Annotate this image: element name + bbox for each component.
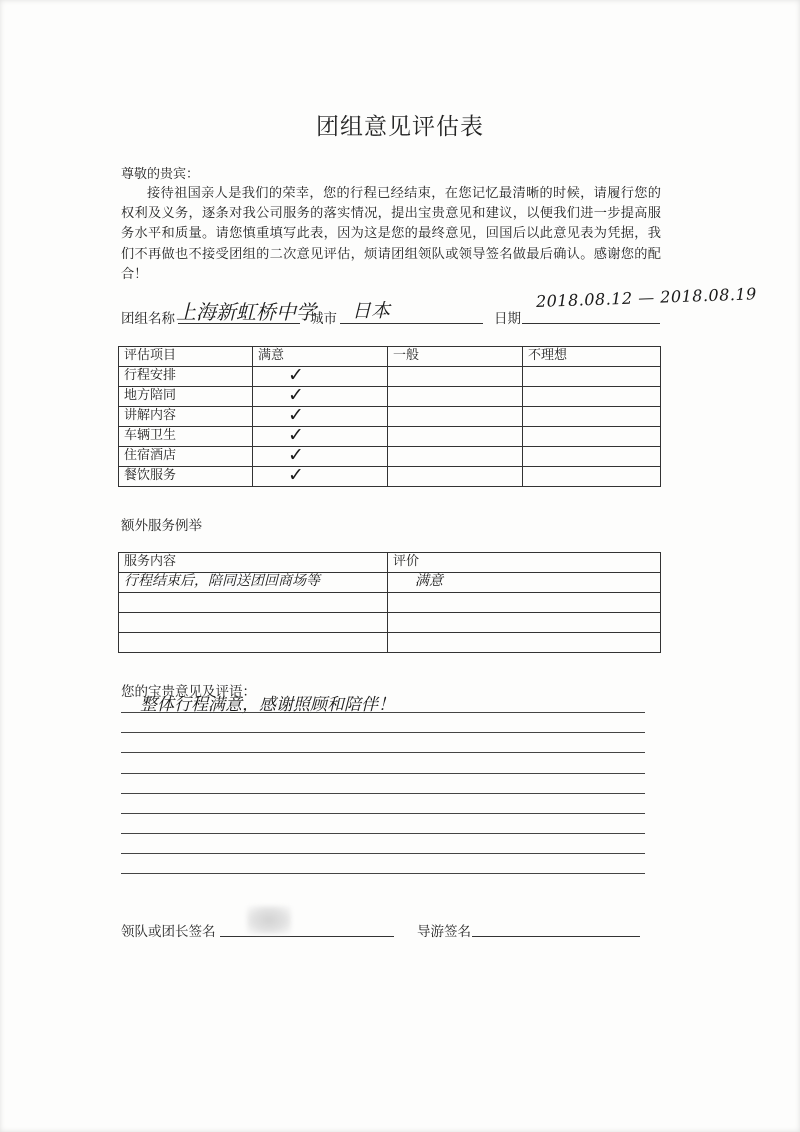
comment-line	[121, 712, 645, 713]
satisfied-cell[interactable]	[253, 427, 388, 447]
check-mark-icon: ✓	[288, 366, 304, 386]
satisfied-cell[interactable]	[253, 387, 388, 407]
unsatisfied-cell[interactable]	[523, 447, 661, 467]
average-cell[interactable]	[388, 407, 523, 427]
form-title: 团组意见评估表	[316, 114, 484, 140]
average-cell[interactable]	[388, 427, 523, 447]
table-row	[119, 427, 661, 447]
unsatisfied-cell[interactable]	[523, 427, 661, 447]
average-cell[interactable]	[388, 387, 523, 407]
satisfied-cell[interactable]	[253, 407, 388, 427]
comment-line	[121, 793, 645, 794]
evaluation-table	[118, 346, 661, 487]
redacted-signature	[247, 906, 291, 934]
satisfied-cell[interactable]	[253, 367, 388, 387]
date-value: 2018.08.12 — 2018.08.19	[535, 284, 758, 311]
evaluation-item: 讲解内容	[119, 407, 253, 427]
evaluation-header-row	[119, 347, 661, 367]
date-underline	[522, 323, 660, 324]
intro-paragraph: 接待祖国亲人是我们的荣幸，您的行程已经结束，在您记忆最清晰的时候，请履行您的权利及义务，逐条对我公司服务的落实情况，提出宝贵意见和建议，以便我们进一步提高服务水平和质量。请您慎重填写此表，因为这是您的最终意见，回国后以此意见表为凭据，我们不再做也不接受团组的二次意见评估，烦请团组领队或领导签名做最后确认。感谢您的配合！	[121, 186, 661, 282]
service-content-text: 行程结束后，陪同送团回商场等	[124, 573, 320, 589]
unsatisfied-cell[interactable]	[523, 387, 661, 407]
unsatisfied-cell[interactable]	[523, 467, 661, 487]
extra-header-row	[119, 553, 661, 573]
comment-line	[121, 873, 645, 874]
table-row	[119, 367, 661, 387]
leader-signature-label: 领队或团长签名	[121, 924, 216, 940]
service-rating-cell[interactable]	[388, 633, 661, 653]
service-content-cell[interactable]	[119, 613, 388, 633]
leader-signature-line[interactable]	[220, 936, 394, 937]
check-mark-icon: ✓	[288, 426, 304, 446]
city-label: 城市	[310, 311, 337, 327]
comment-line	[121, 732, 645, 733]
table-row	[119, 407, 661, 427]
table-row	[119, 593, 661, 613]
table-row	[119, 447, 661, 467]
evaluation-item: 餐饮服务	[119, 467, 253, 487]
table-row	[119, 467, 661, 487]
header-average: 一般	[388, 347, 523, 367]
table-row	[119, 573, 661, 593]
check-mark-icon: ✓	[288, 386, 304, 406]
comments-label: 您的宝贵意见及评语：	[121, 684, 256, 700]
comment-line	[121, 813, 645, 814]
comment-line	[121, 752, 645, 753]
header-satisfied: 满意	[253, 347, 388, 367]
table-row	[119, 387, 661, 407]
evaluation-item: 地方陪同	[119, 387, 253, 407]
table-row	[119, 613, 661, 633]
average-cell[interactable]	[388, 367, 523, 387]
satisfied-cell[interactable]	[253, 467, 388, 487]
service-rating-cell[interactable]	[388, 613, 661, 633]
header-service-content: 服务内容	[119, 553, 388, 573]
evaluation-item: 车辆卫生	[119, 427, 253, 447]
city-underline	[340, 323, 483, 324]
group-name-label: 团组名称	[121, 311, 175, 327]
service-rating-cell[interactable]	[388, 593, 661, 613]
comment-line	[121, 773, 645, 774]
evaluation-item: 住宿酒店	[119, 447, 253, 467]
service-rating-cell[interactable]	[388, 573, 661, 593]
header-unsatisfied: 不理想	[523, 347, 661, 367]
comment-line	[121, 833, 645, 834]
header-rating: 评价	[388, 553, 661, 573]
check-mark-icon: ✓	[288, 446, 304, 466]
extra-services-table	[118, 552, 661, 653]
service-content-cell[interactable]	[119, 593, 388, 613]
greeting: 尊敬的贵宾：	[121, 167, 200, 182]
unsatisfied-cell[interactable]	[523, 367, 661, 387]
check-mark-icon: ✓	[288, 406, 304, 426]
date-label: 日期	[494, 311, 521, 327]
unsatisfied-cell[interactable]	[523, 407, 661, 427]
guide-signature-label: 导游签名	[417, 924, 471, 940]
comment-line	[121, 853, 645, 854]
check-mark-icon: ✓	[288, 466, 304, 486]
satisfied-cell[interactable]	[253, 447, 388, 467]
header-item: 评估项目	[119, 347, 253, 367]
evaluation-item: 行程安排	[119, 367, 253, 387]
average-cell[interactable]	[388, 447, 523, 467]
extra-services-label: 额外服务例举	[121, 518, 202, 534]
average-cell[interactable]	[388, 467, 523, 487]
guide-signature-line[interactable]	[472, 936, 640, 937]
service-content-cell[interactable]	[119, 573, 388, 593]
group-name-value: 上海新虹桥中学	[176, 300, 316, 324]
table-row	[119, 633, 661, 653]
service-rating-text: 满意	[415, 573, 443, 589]
comments-text: 整体行程满意，感谢照顾和陪伴！	[140, 695, 395, 715]
service-content-cell[interactable]	[119, 633, 388, 653]
city-value: 日本	[352, 300, 391, 322]
